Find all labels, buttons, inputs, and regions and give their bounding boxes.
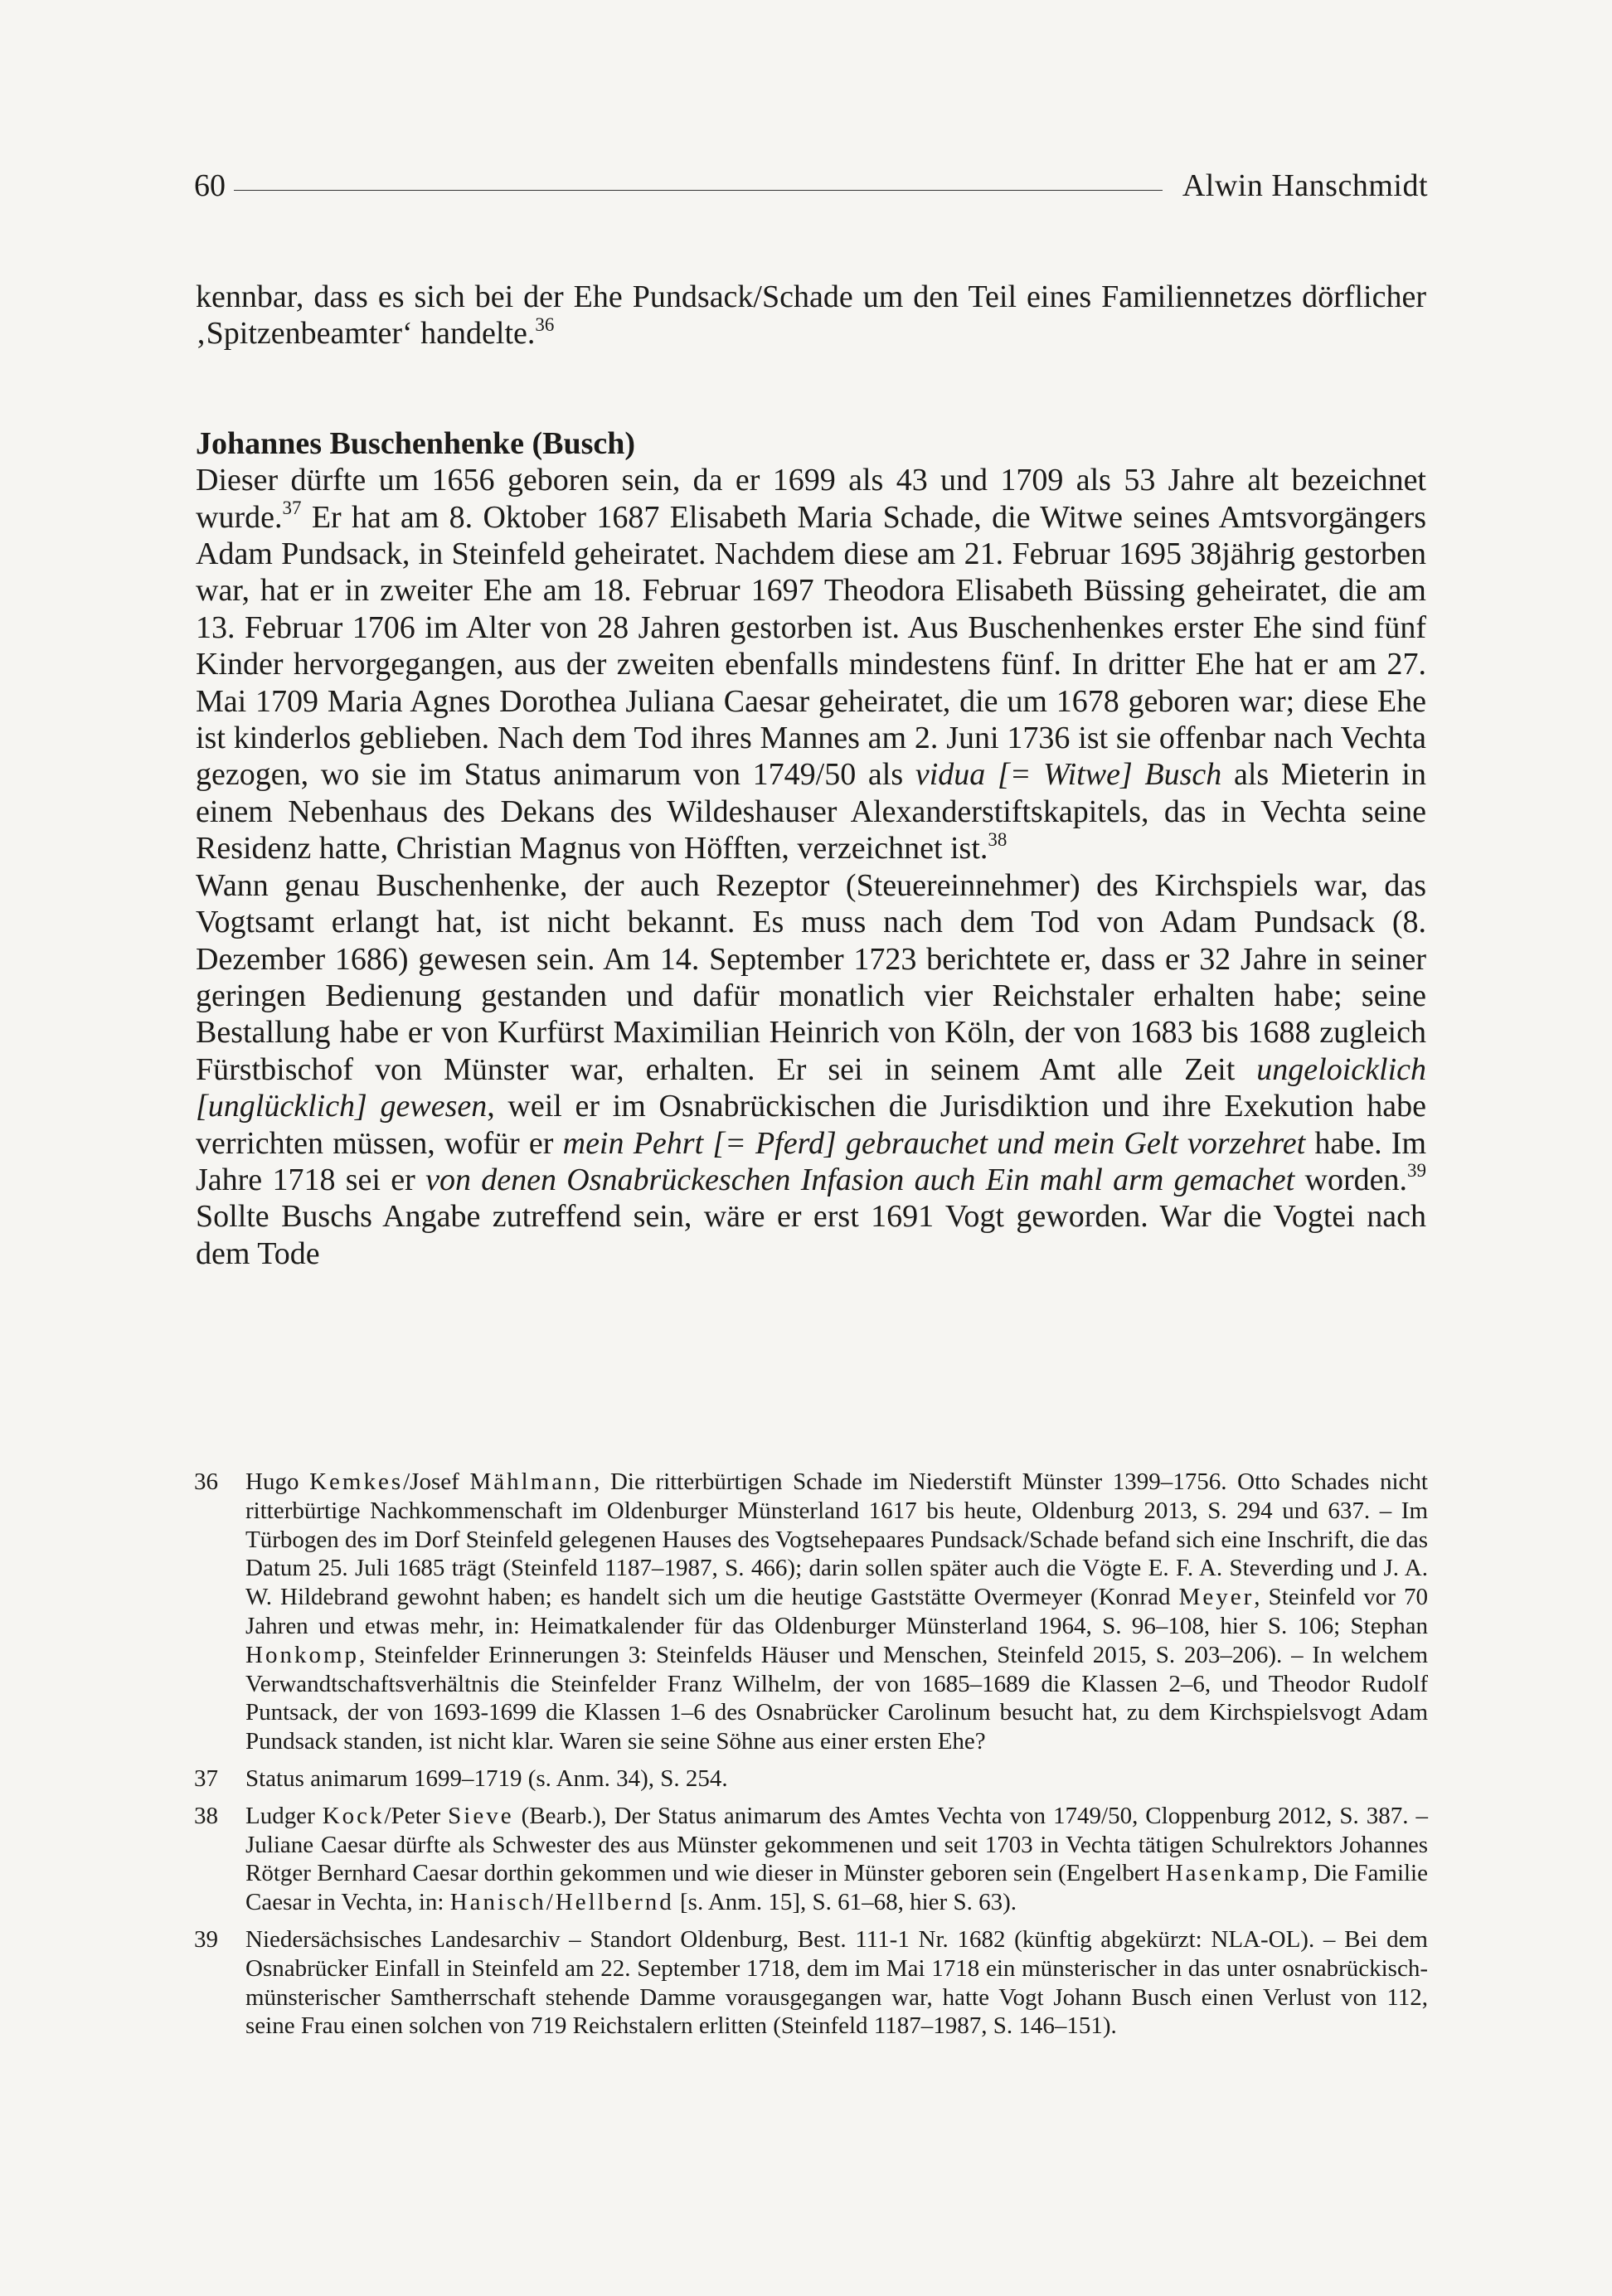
fn38-text-e: [s. Anm. 15], S. 61–68, hier S. 63).: [673, 1889, 1017, 1916]
fn36-text-b: /Josef: [403, 1468, 470, 1495]
footnote-number: 37: [194, 1764, 218, 1792]
intro-text: kennbar, dass es sich bei der Ehe Pundsack/Schade um den Teil eines Familiennetzes dörflicher ‚Spitzenbeamter‘ handelte.: [196, 279, 1426, 352]
fn36-author-4: Honkomp: [245, 1641, 359, 1668]
fn38-text-c: (Bearb.), Der Status animarum des Amtes Vechta von 1749/50, Cloppenburg 2012, S. 387. – Juliane Caesar dürfte als Schwester des aus Münster gekommenen und seit 1703 in Vechta tätigen Schulrektors Johannes Rötger Bernhard Caesar dorthin gekommen und wie dieser in Münster geboren sein (Engelbert: [245, 1802, 1428, 1887]
page-number: 60: [194, 168, 226, 203]
p2-text-d: worden.: [1294, 1162, 1407, 1197]
fn38-author-4: Hanisch/Hellbernd: [449, 1889, 674, 1916]
footnote-text: Status animarum 1699–1719 (s. Anm. 34), S. 254.: [245, 1764, 728, 1792]
fn38-author-1: Kock: [322, 1802, 385, 1829]
footnote-38: [194, 1802, 1428, 1917]
footnote-ref-38[interactable]: 38: [988, 828, 1007, 850]
fn36-author-1: Kemkes: [309, 1468, 404, 1495]
p2-text-b: , weil er im Osnabrückischen die Jurisdiktion und ihre Exekution habe verrichten müssen, wofür er: [196, 1089, 1426, 1161]
fn36-text-c: , Die ritterbürtigen Schade im Niederstift Münster 1399–1756. Otto Schades nicht ritterbürtige Nachkommenschaft im Oldenburger Münsterland 1617 bis heute, Oldenburg 2013, S. 294 und 637. – Im Türbogen des im Dorf Steinfeld gelegenen Hauses des Vogtsehepaares Pundsack/Schade befand sich eine Inschrift, die das Datum 25. Juli 1685 trägt (Steinfeld 1187–1987, S. 466); darin sollen später auch die Vögte E. F. A. Steverding und J. A. W. Hildebrand gewohnt haben; es handelt sich um die heutige Gaststätte Overmeyer (Konrad: [245, 1468, 1428, 1611]
fn38-text-d: , Die Familie Caesar in Vechta, in:: [245, 1860, 1428, 1916]
footnote-text: [245, 1802, 1428, 1917]
fn36-text-e: , Steinfelder Erinnerungen 3: Steinfelds Häuser und Menschen, Steinfeld 2015, S. 203–206). – In welchem Verwandtschaftsverhältnis die Steinfelder Franz Wilhelm, der von 1685–1689 die Klassen 2–6, und Theodor Rudolf Puntsack, der von 1693-1699 die Klassen 1–6 des Osnabrücker Carolinum besucht hat, zu dem Kirchspielsvogt Adam Pundsack standen, ist nicht klar. Waren sie seine Söhne aus einer ersten Ehe?: [245, 1641, 1428, 1755]
footnote-number: 39: [194, 1925, 218, 1953]
footnote-number: 36: [194, 1468, 218, 1495]
footnote-39: [194, 1925, 1428, 2041]
paragraph-1: [196, 462, 1426, 866]
fn36-author-3: Meyer: [1178, 1584, 1255, 1611]
fn38-text-b: /Peter: [384, 1802, 449, 1829]
p2-text-a: Wann genau Buschenhenke, der auch Rezeptor (Steuereinnehmer) des Kirchspiels war, das Vogtsamt erlangt hat, ist nicht bekannt. Es muss nach dem Tod von Adam Pundsack (8. Dezember 1686) gewesen sein. Am 14. September 1723 berichtete er, dass er 32 Jahre in seiner geringen Bedienung gestanden und dafür monatlich vier Reichstaler erhalten habe; seine Bestallung habe er von Kurfürst Maximilian Heinrich von Köln, der von 1683 bis 1688 zugleich Fürstbischof von Münster war, erhalten. Er sei in seinem Amt alle Zeit: [196, 867, 1426, 1087]
footnote-text: Niedersächsisches Landesarchiv – Standort Oldenburg, Best. 111-1 Nr. 1682 (künftig abgekürzt: NLA-OL). – Bei dem Osnabrücker Einfall in Steinfeld am 22. September 1718, dem im Mai 1718 ein münsterischer in das unter osnabrückisch-münsterischer Samtherrschaft stehende Damme vorausgegangen war, hatte Vogt Johann Busch einen Verlust von 112, seine Frau einen solchen von 719 Reichstalern erlitten (Steinfeld 1187–1987, S. 146–151).: [245, 1925, 1428, 2040]
p2-italic-quote-2: mein Pehrt [= Pferd] gebrauchet und mein Gelt vorzehret: [562, 1125, 1306, 1161]
body-text: [196, 279, 1426, 1272]
p2-text-c: habe. Im Jahre 1718 sei er: [196, 1125, 1426, 1197]
fn38-author-3: Hasenkamp: [1165, 1860, 1302, 1887]
paragraph-2: [196, 867, 1426, 1272]
header-rule: [234, 190, 1163, 191]
footnote-text: [245, 1468, 1428, 1756]
fn36-text-d: , Steinfeld vor 70 Jahren und etwas mehr, in: Heimatkalender für das Oldenburger Münsterland 1964, S. 96–108, hier S. 106; Stephan: [245, 1584, 1429, 1639]
footnote-ref-39[interactable]: 39: [1406, 1160, 1426, 1182]
fn38-text-a: Ludger: [245, 1802, 323, 1829]
footnote-36: [194, 1468, 1428, 1756]
running-head-author: Alwin Hanschmidt: [1182, 168, 1428, 203]
p2-italic-quote-3: von denen Osnabrückeschen Infasion auch Ein mahl arm gemachet: [425, 1162, 1295, 1197]
fn36-author-2: Mählmann: [469, 1468, 595, 1495]
p2-text-e: Sollte Buschs Angabe zutreffend sein, wäre er erst 1691 Vogt geworden. War die Vogtei nach dem Tode: [196, 1199, 1426, 1271]
p1-text-a: Dieser dürfte um 1656 geboren sein, da er 1699 als 43 und 1709 als 53 Jahre alt bezeichnet wurde.: [196, 463, 1426, 535]
fn36-text-a: Hugo: [245, 1468, 310, 1495]
p2-italic-quote-1: ungeloicklich [unglücklich] gewesen: [196, 1051, 1426, 1124]
p1-text-c: als Mieterin in einem Nebenhaus des Dekans des Wildeshauser Alexanderstiftskapitels, das in Vechta seine Residenz hatte, Christian Magnus von Höfften, verzeichnet ist.: [196, 757, 1426, 866]
footnote-ref-37[interactable]: 37: [282, 497, 302, 518]
p1-text-b: Er hat am 8. Oktober 1687 Elisabeth Maria Schade, die Witwe seines Amtsvorgängers Adam Pundsack, in Steinfeld geheiratet. Nachdem diese am 21. Februar 1695 38jährig gestorben war, hat er in zweiter Ehe am 18. Februar 1697 Theodora Elisabeth Büssing geheiratet, die am 13. Februar 1706 im Alter von 28 Jahren gestorben ist. Aus Buschenhenkes erster Ehe sind fünf Kinder hervorgegangen, aus der zweiten ebenfalls mindestens fünf. In dritter Ehe hat er am 27. Mai 1709 Maria Agnes Dorothea Juliana Caesar geheiratet, die um 1678 geboren war; diese Ehe ist kinderlos geblieben. Nach dem Tod ihres Mannes am 2. Juni 1736 ist sie offenbar nach Vechta gezogen, wo sie im Status animarum von 1749/50 als: [196, 499, 1426, 793]
footnote-37: [194, 1764, 1428, 1794]
p1-italic-quote: vidua [= Witwe] Busch: [915, 757, 1222, 793]
footnote-ref-36[interactable]: 36: [535, 313, 555, 335]
fn38-author-2: Sieve: [448, 1802, 514, 1829]
footnotes: [194, 1468, 1428, 2049]
section-heading: Johannes Buschenhenke (Busch): [196, 425, 636, 461]
footnote-number: 38: [194, 1802, 218, 1829]
running-head: [194, 163, 1428, 209]
intro-paragraph: [196, 279, 1426, 352]
